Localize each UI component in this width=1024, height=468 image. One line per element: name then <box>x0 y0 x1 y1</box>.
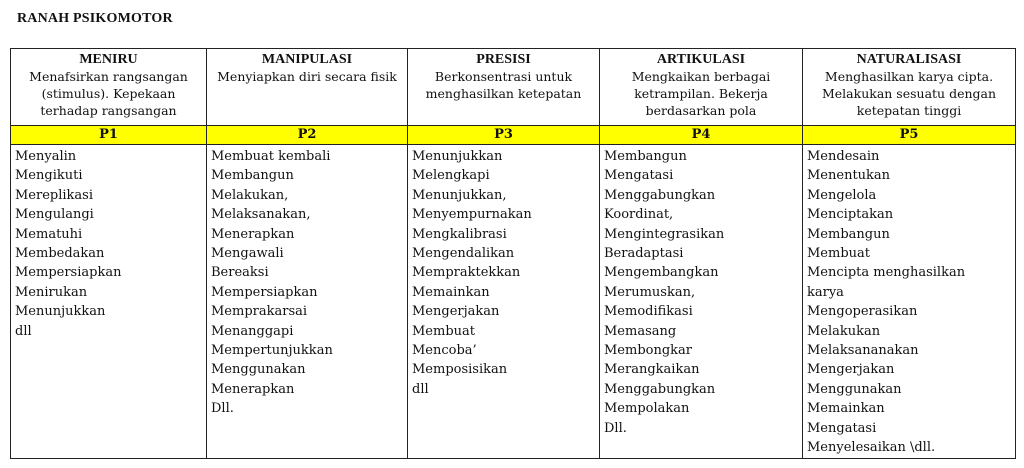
verb-item: Membuat <box>807 246 871 262</box>
verb-item: Beradaptasi <box>604 246 684 262</box>
level-name: MANIPULASI <box>261 52 353 67</box>
verb-item: Menggabungkan <box>604 381 716 397</box>
verb-item: Menentukan <box>807 168 891 184</box>
verb-item: Menanggapi <box>211 323 294 339</box>
level-description: Menyiapkan diri secara fisik <box>217 69 397 84</box>
level-verbs-cell <box>408 145 600 459</box>
verb-item: dll <box>15 323 32 339</box>
level-description: Menafsirkan rangsangan (stimulus). Kepekaan terhadap rangsangan <box>29 69 188 118</box>
verb-item: Mencipta menghasilkan <box>807 265 966 281</box>
level-code: P5 <box>803 126 1016 145</box>
verb-item: karya <box>807 284 844 300</box>
verb-item: Mengembangkan <box>604 265 719 281</box>
verb-item: Memodifikasi <box>604 304 693 320</box>
verb-item: Bereaksi <box>211 265 269 281</box>
verb-item: Menerapkan <box>211 381 295 397</box>
level-description: Berkonsentrasi untuk menghasilkan ketepatan <box>425 69 582 101</box>
verb-item: Mengawali <box>211 246 284 262</box>
verb-item: Melengkapi <box>412 168 490 184</box>
verb-item: Mengkalibrasi <box>412 226 507 242</box>
verb-item: Membedakan <box>15 246 105 262</box>
verb-item: Memasang <box>604 323 677 339</box>
verb-item: Mengelola <box>807 187 877 203</box>
verb-item: Mempersiapkan <box>211 284 318 300</box>
level-verbs-row <box>11 145 1016 459</box>
level-name: MENIRU <box>79 52 138 67</box>
verb-item: Mempraktekkan <box>412 265 521 281</box>
verb-item: Membongkar <box>604 343 693 359</box>
verb-item: Menunjukkan, <box>412 187 507 203</box>
level-code: P3 <box>408 126 600 145</box>
verb-item: Mempolakan <box>604 401 690 417</box>
level-description: Menghasilkan karya cipta. Melakukan sesuatu dengan ketepatan tinggi <box>821 69 997 118</box>
level-verbs-cell <box>207 145 408 459</box>
verb-item: Dll. <box>211 401 234 417</box>
verb-item: Membuat kembali <box>211 149 331 164</box>
level-code-row <box>11 126 1016 145</box>
verb-item: Mempertunjukkan <box>211 343 333 359</box>
verb-item: Menunjukkan <box>412 149 503 164</box>
level-name: NATURALISASI <box>856 52 962 67</box>
level-header-cell <box>600 49 803 126</box>
verb-item: Membuat <box>412 323 476 339</box>
verb-item: Mengerjakan <box>412 304 500 320</box>
verb-item: Mengendalikan <box>412 246 515 262</box>
verb-item: Mengoperasikan <box>807 304 918 320</box>
verb-item: Mengintegrasikan <box>604 226 725 242</box>
verb-item: Menggunakan <box>807 381 902 397</box>
verb-item: Mempersiapkan <box>15 265 122 281</box>
level-header-cell <box>803 49 1016 126</box>
verb-item: Memprakarsai <box>211 304 308 320</box>
verb-item: Menggabungkan <box>604 187 716 203</box>
verb-item: Melakukan, <box>211 187 289 203</box>
verb-item: Menggunakan <box>211 362 306 378</box>
verb-item: Koordinat, <box>604 207 674 223</box>
verb-item: Menyelesaikan \dll. <box>807 440 936 456</box>
verb-item: Menyalin <box>15 149 77 164</box>
verb-item: Mengikuti <box>15 168 83 184</box>
level-code: P1 <box>11 126 207 145</box>
level-code: P2 <box>207 126 408 145</box>
verb-item: Melakukan <box>807 323 881 339</box>
verb-item: Mengerjakan <box>807 362 895 378</box>
level-verbs-cell <box>803 145 1016 459</box>
verb-item: Menirukan <box>15 284 88 300</box>
verb-item: Membangun <box>807 226 890 242</box>
verb-item: dll <box>412 381 429 397</box>
level-name: PRESISI <box>476 52 531 67</box>
verb-item: Mematuhi <box>15 226 83 242</box>
verb-item: Melaksananakan <box>807 343 919 359</box>
verb-item: Dll. <box>604 420 627 436</box>
verb-item: Menerapkan <box>211 226 295 242</box>
verb-item: Memposisikan <box>412 362 508 378</box>
verb-item: Merumuskan, <box>604 284 696 300</box>
verb-item: Mengatasi <box>807 420 877 436</box>
level-header-cell <box>408 49 600 126</box>
verb-item: Melaksanakan, <box>211 207 311 223</box>
verb-item: Mengatasi <box>604 168 674 184</box>
psychomotor-levels-table <box>10 48 1016 459</box>
verb-item: Mendesain <box>807 149 880 164</box>
level-verbs-cell <box>11 145 207 459</box>
verb-item: Menciptakan <box>807 207 894 223</box>
verb-item: Memainkan <box>412 284 490 300</box>
page-title: RANAH PSIKOMOTOR <box>17 11 173 26</box>
verb-item: Memainkan <box>807 401 885 417</box>
verb-item: Membangun <box>604 149 687 164</box>
verb-item: Merangkaikan <box>604 362 700 378</box>
verb-item: Menunjukkan <box>15 304 106 320</box>
level-header-row <box>11 49 1016 126</box>
level-description: Mengkaikan berbagai ketrampilan. Bekerja berdasarkan pola <box>631 69 771 118</box>
level-code: P4 <box>600 126 803 145</box>
verb-item: Mengulangi <box>15 207 94 223</box>
verb-item: Mencoba’ <box>412 343 477 359</box>
level-name: ARTIKULASI <box>656 52 746 67</box>
level-header-cell <box>207 49 408 126</box>
verb-item: Menyempurnakan <box>412 207 532 223</box>
level-header-cell <box>11 49 207 126</box>
level-verbs-cell <box>600 145 803 459</box>
verb-item: Mereplikasi <box>15 187 94 203</box>
verb-item: Membangun <box>211 168 294 184</box>
